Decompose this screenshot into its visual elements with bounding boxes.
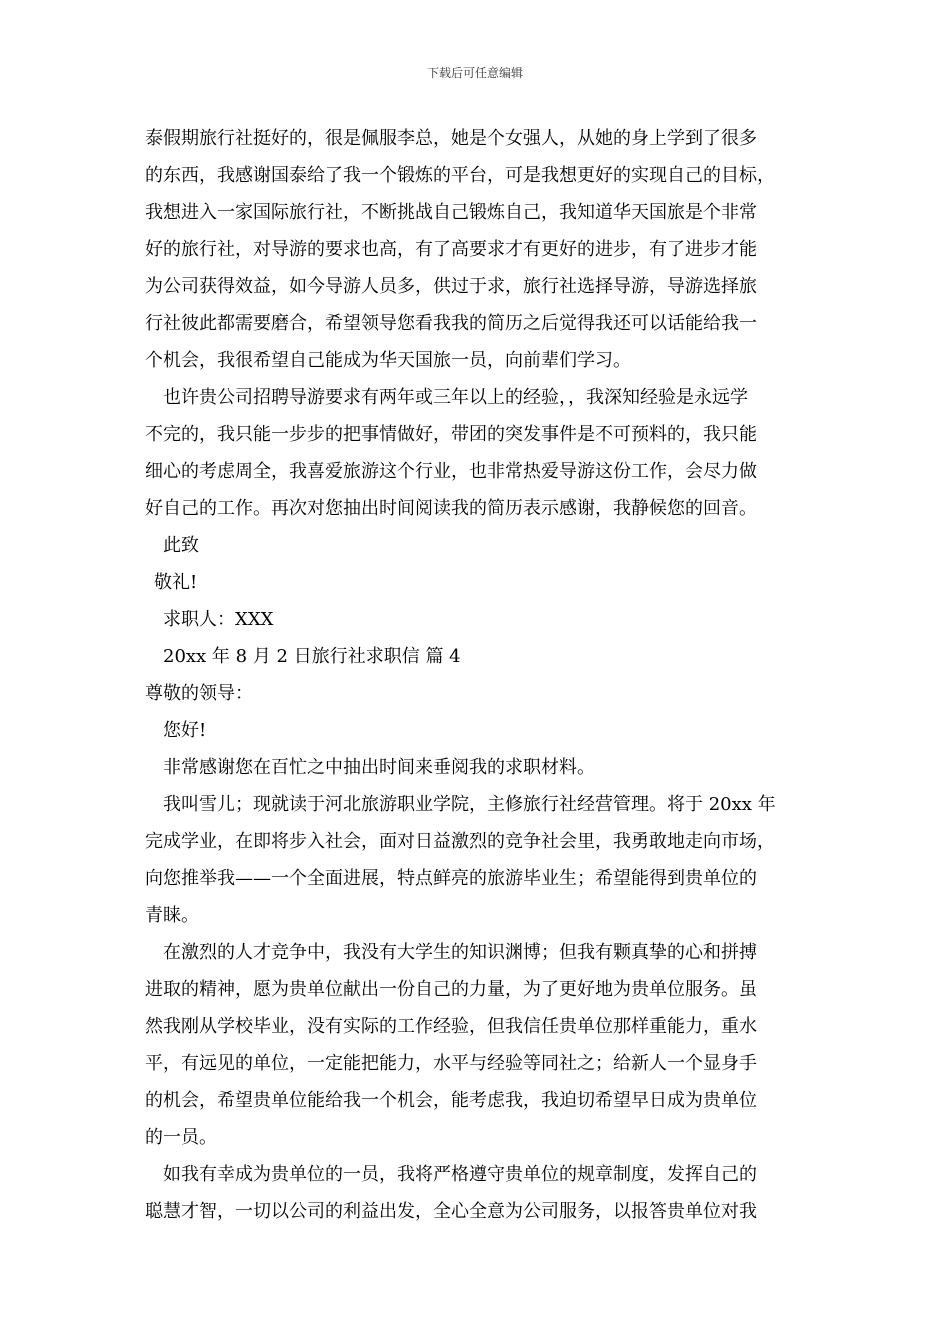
text-line: 泰假期旅行社挺好的，很是佩服李总，她是个女强人，从她的身上学到了很多: [145, 128, 757, 149]
text-line: 进取的精神，愿为贵单位献出一份自己的力量，为了更好地为贵单位服务。虽: [145, 979, 757, 1000]
paragraph-start: 非常感谢您在百忙之中抽出时间来垂阅我的求职材料。: [163, 757, 595, 778]
paragraph-start: 也许贵公司招聘导游要求有两年或三年以上的经验，，我深知经验是永远学: [163, 387, 748, 408]
text-line: 个机会，我很希望自己能成为华天国旅一员，向前辈们学习。: [145, 350, 631, 371]
greeting-addressee: 尊敬的领导：: [145, 683, 253, 704]
text-line: 完成学业，在即将步入社会，面对日益激烈的竞争社会里，我勇敢地走向市场，: [145, 831, 775, 852]
text-line: 不完的，我只能一步步的把事情做好，带团的突发事件是不可预料的，我只能: [145, 424, 757, 445]
closing-salutation: 此致: [163, 535, 199, 556]
text-line: 青睐。: [145, 905, 199, 926]
text-line: 的机会，希望贵单位能给我一个机会，能考虑我，我迫切希望早日成为贵单位: [145, 1090, 757, 1111]
text-line: 然我刚从学校毕业，没有实际的工作经验，但我信任贵单位那样重能力，重水: [145, 1016, 757, 1037]
text-line: 好的旅行社，对导游的要求也高，有了高要求才有更好的进步，有了进步才能: [145, 239, 757, 260]
document-body: [145, 120, 810, 1230]
closing-regards: 敬礼!: [154, 572, 198, 593]
date-title-line: 20xx 年 8 月 2 日旅行社求职信 篇 4: [163, 646, 461, 667]
text-line: 平，有远见的单位，一定能把能力，水平与经验等同社之；给新人一个显身手: [145, 1053, 757, 1074]
text-line: 好自己的工作。再次对您抽出时间阅读我的简历表示感谢，我静候您的回音。: [145, 498, 757, 519]
text-line: 细心的考虑周全，我喜爱旅游这个行业，也非常热爱导游这份工作，会尽力做: [145, 461, 757, 482]
paragraph-start: 我叫雪儿；现就读于河北旅游职业学院，主修旅行社经营管理。将于 20xx 年: [163, 794, 776, 815]
text-line: 我想进入一家国际旅行社，不断挑战自己锻炼自己，我知道华天国旅是个非常: [145, 202, 757, 223]
text-line: 向您推举我——一个全面进展，特点鲜亮的旅游毕业生；希望能得到贵单位的: [145, 868, 757, 889]
paragraph-start: 如我有幸成为贵单位的一员，我将严格遵守贵单位的规章制度，发挥自己的: [163, 1164, 757, 1185]
text-line: 的一员。: [145, 1127, 217, 1148]
text-line: 聪慧才智，一切以公司的利益出发，全心全意为公司服务，以报答贵单位对我: [145, 1201, 757, 1222]
text-line: 的东西，我感谢国泰给了我一个锻炼的平台，可是我想更好的实现自己的目标，: [145, 165, 775, 186]
text-line: 行社彼此都需要磨合，希望领导您看我我的简历之后觉得我还可以话能给我一: [145, 313, 757, 334]
greeting-hello: 您好!: [163, 720, 207, 741]
page-header: 下载后可任意编辑: [426, 66, 523, 80]
text-line: 为公司获得效益，如今导游人员多，供过于求，旅行社选择导游，导游选择旅: [145, 276, 757, 297]
paragraph-start: 在激烈的人才竞争中，我没有大学生的知识渊博；但我有颗真挚的心和拼搏: [163, 942, 757, 963]
signature-line: 求职人：XXX: [163, 609, 274, 630]
